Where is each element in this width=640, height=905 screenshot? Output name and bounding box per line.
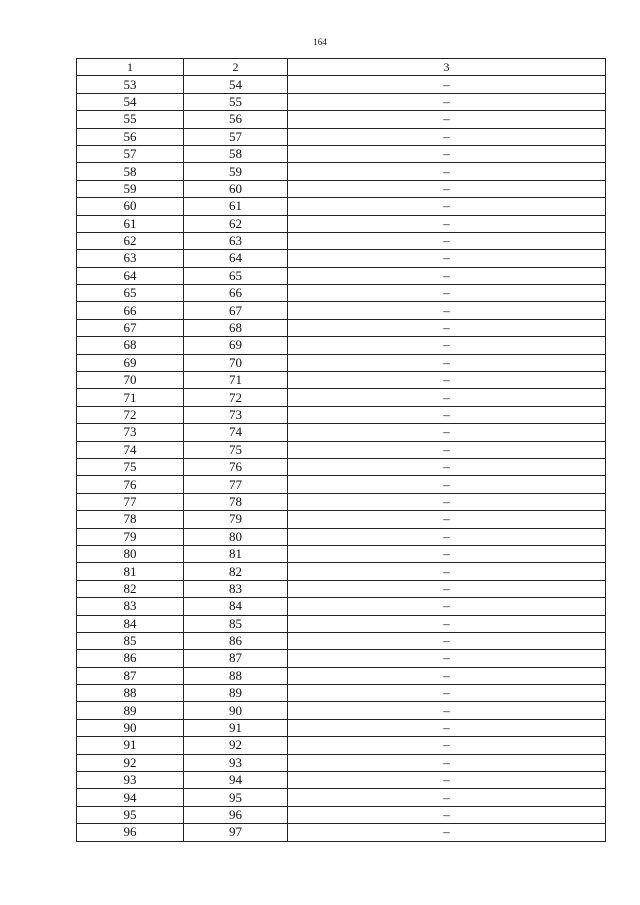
table-cell-col-2: 61 (184, 198, 288, 215)
table-cell-col-2: 56 (184, 111, 288, 128)
table-cell-col-3: – (288, 302, 606, 319)
table-cell-col-2: 81 (184, 545, 288, 562)
table-cell-col-3: – (288, 76, 606, 93)
table-cell-col-2: 87 (184, 650, 288, 667)
table-cell-col-3: – (288, 685, 606, 702)
table-cell-col-1: 61 (77, 215, 184, 232)
table-cell-col-3: – (288, 111, 606, 128)
table-cell-col-1: 53 (77, 76, 184, 93)
table-row (77, 702, 606, 719)
table-cell-col-2: 79 (184, 511, 288, 528)
table-cell-col-1: 58 (77, 163, 184, 180)
table-cell-col-3: – (288, 632, 606, 649)
table-row (77, 354, 606, 371)
table-cell-col-1: 96 (77, 824, 184, 841)
table-row (77, 476, 606, 493)
table-cell-col-3: – (288, 372, 606, 389)
table-cell-col-2: 94 (184, 772, 288, 789)
table-cell-col-2: 65 (184, 267, 288, 284)
table-row (77, 737, 606, 754)
table-row (77, 250, 606, 267)
table-cell-col-1: 77 (77, 493, 184, 510)
table-cell-col-2: 60 (184, 180, 288, 197)
table-cell-col-1: 91 (77, 737, 184, 754)
table-cell-col-1: 69 (77, 354, 184, 371)
table-row (77, 337, 606, 354)
table-header-row (77, 59, 606, 76)
table-cell-col-3: – (288, 163, 606, 180)
table-cell-col-1: 94 (77, 789, 184, 806)
table-row (77, 719, 606, 736)
table-cell-col-3: – (288, 702, 606, 719)
table-cell-col-1: 66 (77, 302, 184, 319)
table-cell-col-1: 56 (77, 128, 184, 145)
table-cell-col-3: – (288, 824, 606, 841)
table-cell-col-1: 76 (77, 476, 184, 493)
table-cell-col-1: 90 (77, 719, 184, 736)
table-cell-col-2: 88 (184, 667, 288, 684)
table-cell-col-2: 62 (184, 215, 288, 232)
table-row (77, 180, 606, 197)
table-cell-col-3: – (288, 458, 606, 475)
page-number: 164 (313, 37, 327, 47)
table-cell-col-3: – (288, 319, 606, 336)
table-row (77, 632, 606, 649)
table-cell-col-2: 80 (184, 528, 288, 545)
table-row (77, 598, 606, 615)
table-cell-col-1: 72 (77, 406, 184, 423)
table-cell-col-2: 72 (184, 389, 288, 406)
table-cell-col-1: 82 (77, 580, 184, 597)
table-cell-col-1: 78 (77, 511, 184, 528)
table-cell-col-2: 54 (184, 76, 288, 93)
table-row (77, 789, 606, 806)
table-row (77, 76, 606, 93)
table-cell-col-2: 57 (184, 128, 288, 145)
table-cell-col-2: 71 (184, 372, 288, 389)
table-cell-col-2: 83 (184, 580, 288, 597)
table-cell-col-1: 81 (77, 563, 184, 580)
table-row (77, 302, 606, 319)
table-cell-col-2: 73 (184, 406, 288, 423)
table-cell-col-1: 70 (77, 372, 184, 389)
table-cell-col-2: 64 (184, 250, 288, 267)
column-header-2: 2 (184, 59, 288, 76)
table-cell-col-1: 95 (77, 806, 184, 823)
table-cell-col-3: – (288, 737, 606, 754)
table-cell-col-3: – (288, 580, 606, 597)
table-cell-col-3: – (288, 667, 606, 684)
table-cell-col-2: 69 (184, 337, 288, 354)
column-header-3: 3 (288, 59, 606, 76)
table-cell-col-3: – (288, 354, 606, 371)
table-row (77, 215, 606, 232)
table-row (77, 372, 606, 389)
table-row (77, 441, 606, 458)
table-row (77, 232, 606, 249)
table-cell-col-1: 65 (77, 285, 184, 302)
table-cell-col-3: – (288, 424, 606, 441)
table-row (77, 667, 606, 684)
table-row (77, 493, 606, 510)
table-row (77, 267, 606, 284)
table-row (77, 93, 606, 110)
table-cell-col-2: 95 (184, 789, 288, 806)
table-cell-col-1: 84 (77, 615, 184, 632)
table-cell-col-1: 79 (77, 528, 184, 545)
table-cell-col-2: 90 (184, 702, 288, 719)
table-cell-col-2: 70 (184, 354, 288, 371)
table-cell-col-2: 78 (184, 493, 288, 510)
table-cell-col-1: 93 (77, 772, 184, 789)
table-cell-col-1: 55 (77, 111, 184, 128)
table-cell-col-3: – (288, 719, 606, 736)
table-cell-col-3: – (288, 563, 606, 580)
table-row (77, 615, 606, 632)
table-cell-col-1: 85 (77, 632, 184, 649)
table-row (77, 824, 606, 841)
table-cell-col-2: 75 (184, 441, 288, 458)
table-cell-col-1: 92 (77, 754, 184, 771)
table-cell-col-1: 80 (77, 545, 184, 562)
table-cell-col-1: 74 (77, 441, 184, 458)
column-header-1: 1 (77, 59, 184, 76)
table-row (77, 111, 606, 128)
table-cell-col-1: 88 (77, 685, 184, 702)
table-cell-col-2: 82 (184, 563, 288, 580)
table-cell-col-3: – (288, 267, 606, 284)
table-cell-col-3: – (288, 476, 606, 493)
table-cell-col-2: 67 (184, 302, 288, 319)
table-row (77, 285, 606, 302)
table-cell-col-2: 85 (184, 615, 288, 632)
table-row (77, 806, 606, 823)
table-cell-col-1: 86 (77, 650, 184, 667)
table-row (77, 389, 606, 406)
data-table (76, 58, 606, 842)
table-cell-col-1: 57 (77, 145, 184, 162)
table-cell-col-3: – (288, 511, 606, 528)
table-row (77, 545, 606, 562)
table-row (77, 163, 606, 180)
table-cell-col-2: 55 (184, 93, 288, 110)
table-row (77, 580, 606, 597)
table-cell-col-1: 63 (77, 250, 184, 267)
table-row (77, 145, 606, 162)
table-cell-col-3: – (288, 545, 606, 562)
table-cell-col-3: – (288, 215, 606, 232)
table-row (77, 563, 606, 580)
table-cell-col-3: – (288, 806, 606, 823)
table-row (77, 650, 606, 667)
table-cell-col-3: – (288, 772, 606, 789)
table-cell-col-1: 54 (77, 93, 184, 110)
table-cell-col-3: – (288, 180, 606, 197)
table-row (77, 511, 606, 528)
table-cell-col-3: – (288, 93, 606, 110)
table-cell-col-3: – (288, 789, 606, 806)
table-cell-col-1: 59 (77, 180, 184, 197)
table-cell-col-3: – (288, 650, 606, 667)
table-cell-col-2: 84 (184, 598, 288, 615)
table-row (77, 685, 606, 702)
table-cell-col-1: 67 (77, 319, 184, 336)
table-row (77, 406, 606, 423)
table-cell-col-2: 59 (184, 163, 288, 180)
table-cell-col-2: 63 (184, 232, 288, 249)
table-cell-col-3: – (288, 337, 606, 354)
table-cell-col-1: 89 (77, 702, 184, 719)
table-cell-col-1: 83 (77, 598, 184, 615)
table-cell-col-2: 76 (184, 458, 288, 475)
table-cell-col-3: – (288, 232, 606, 249)
table-cell-col-2: 89 (184, 685, 288, 702)
table-cell-col-3: – (288, 598, 606, 615)
table-cell-col-3: – (288, 406, 606, 423)
table-cell-col-3: – (288, 493, 606, 510)
table-row (77, 424, 606, 441)
table-row (77, 458, 606, 475)
table-cell-col-1: 73 (77, 424, 184, 441)
table-row (77, 772, 606, 789)
table-cell-col-3: – (288, 250, 606, 267)
table-cell-col-1: 64 (77, 267, 184, 284)
table-cell-col-2: 86 (184, 632, 288, 649)
table-cell-col-1: 75 (77, 458, 184, 475)
table-cell-col-1: 71 (77, 389, 184, 406)
table-cell-col-2: 74 (184, 424, 288, 441)
table-cell-col-3: – (288, 145, 606, 162)
table-cell-col-1: 68 (77, 337, 184, 354)
table-cell-col-2: 58 (184, 145, 288, 162)
table-cell-col-3: – (288, 754, 606, 771)
table-cell-col-3: – (288, 441, 606, 458)
table-cell-col-2: 66 (184, 285, 288, 302)
table-row (77, 319, 606, 336)
table-cell-col-1: 87 (77, 667, 184, 684)
table-cell-col-1: 60 (77, 198, 184, 215)
table-cell-col-3: – (288, 285, 606, 302)
table-cell-col-2: 77 (184, 476, 288, 493)
table-cell-col-2: 96 (184, 806, 288, 823)
table-row (77, 128, 606, 145)
table-cell-col-2: 97 (184, 824, 288, 841)
table-cell-col-1: 62 (77, 232, 184, 249)
table-cell-col-3: – (288, 128, 606, 145)
table-cell-col-2: 68 (184, 319, 288, 336)
table-cell-col-2: 91 (184, 719, 288, 736)
table-cell-col-3: – (288, 389, 606, 406)
table-cell-col-3: – (288, 615, 606, 632)
table-cell-col-3: – (288, 528, 606, 545)
table-row (77, 754, 606, 771)
table-cell-col-2: 93 (184, 754, 288, 771)
table-cell-col-2: 92 (184, 737, 288, 754)
table-row (77, 198, 606, 215)
table-body (77, 76, 606, 841)
table-row (77, 528, 606, 545)
table-cell-col-3: – (288, 198, 606, 215)
